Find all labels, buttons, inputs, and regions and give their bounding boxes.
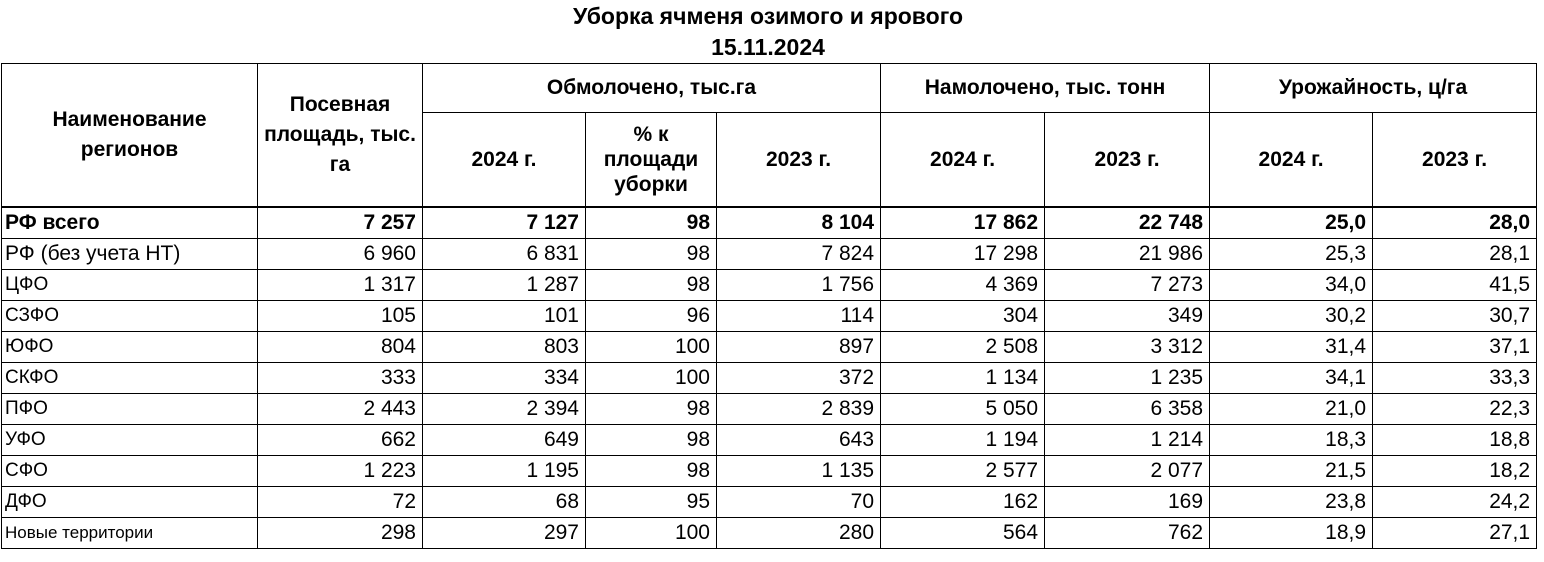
table-row [2, 332, 1537, 363]
cell-sown-area: 6 960 [258, 239, 423, 270]
header-sown-area: Посевная площадь, тыс. га [258, 64, 423, 208]
cell-threshed-pct: 98 [586, 270, 717, 301]
cell-harvested-2023: 349 [1045, 301, 1210, 332]
cell-harvested-2023: 7 273 [1045, 270, 1210, 301]
cell-threshed-2023: 280 [717, 518, 881, 549]
cell-threshed-pct: 98 [586, 425, 717, 456]
cell-harvested-2024: 564 [881, 518, 1045, 549]
table-row [2, 456, 1537, 487]
cell-region: ПФО [2, 394, 258, 425]
cell-threshed-2024: 297 [423, 518, 586, 549]
cell-region: Новые территории [2, 518, 258, 549]
cell-threshed-2023: 114 [717, 301, 881, 332]
table-row [2, 207, 1537, 239]
cell-region: РФ (без учета НТ) [2, 239, 258, 270]
cell-harvested-2024: 1 194 [881, 425, 1045, 456]
cell-harvested-2023: 762 [1045, 518, 1210, 549]
cell-sown-area: 1 317 [258, 270, 423, 301]
cell-harvested-2023: 1 214 [1045, 425, 1210, 456]
cell-threshed-pct: 96 [586, 301, 717, 332]
header-yield-2023: 2023 г. [1373, 113, 1537, 208]
header-threshed-pct: % к площади уборки [586, 113, 717, 208]
cell-yield-2023: 28,0 [1373, 207, 1537, 239]
header-region: Наименование регионов [2, 64, 258, 208]
cell-threshed-2023: 897 [717, 332, 881, 363]
cell-harvested-2024: 2 577 [881, 456, 1045, 487]
cell-yield-2023: 18,2 [1373, 456, 1537, 487]
report-title: Уборка ячменя озимого и ярового [572, 3, 964, 29]
header-harvested-2023: 2023 г. [1045, 113, 1210, 208]
cell-yield-2023: 28,1 [1373, 239, 1537, 270]
cell-harvested-2023: 21 986 [1045, 239, 1210, 270]
cell-region: УФО [2, 425, 258, 456]
cell-threshed-pct: 98 [586, 394, 717, 425]
header-harvested-2024: 2024 г. [881, 113, 1045, 208]
cell-threshed-2024: 1 287 [423, 270, 586, 301]
cell-yield-2023: 24,2 [1373, 487, 1537, 518]
cell-threshed-2024: 7 127 [423, 207, 586, 239]
cell-sown-area: 333 [258, 363, 423, 394]
harvest-table [1, 63, 1537, 549]
cell-harvested-2023: 2 077 [1045, 456, 1210, 487]
cell-threshed-2024: 68 [423, 487, 586, 518]
cell-threshed-2024: 6 831 [423, 239, 586, 270]
table-row [2, 394, 1537, 425]
cell-threshed-pct: 98 [586, 207, 717, 239]
cell-harvested-2024: 5 050 [881, 394, 1045, 425]
cell-threshed-2024: 649 [423, 425, 586, 456]
cell-sown-area: 662 [258, 425, 423, 456]
cell-threshed-pct: 100 [586, 363, 717, 394]
cell-threshed-2023: 643 [717, 425, 881, 456]
cell-sown-area: 72 [258, 487, 423, 518]
cell-threshed-2023: 70 [717, 487, 881, 518]
cell-harvested-2023: 3 312 [1045, 332, 1210, 363]
cell-region: ЮФО [2, 332, 258, 363]
cell-threshed-2024: 1 195 [423, 456, 586, 487]
table-row [2, 270, 1537, 301]
cell-threshed-2024: 2 394 [423, 394, 586, 425]
cell-yield-2024: 21,5 [1210, 456, 1373, 487]
cell-yield-2024: 34,0 [1210, 270, 1373, 301]
cell-region: СФО [2, 456, 258, 487]
cell-harvested-2023: 22 748 [1045, 207, 1210, 239]
header-threshed-2023: 2023 г. [717, 113, 881, 208]
cell-yield-2023: 18,8 [1373, 425, 1537, 456]
table-row [2, 239, 1537, 270]
cell-harvested-2024: 304 [881, 301, 1045, 332]
cell-harvested-2023: 6 358 [1045, 394, 1210, 425]
cell-threshed-pct: 95 [586, 487, 717, 518]
cell-yield-2023: 37,1 [1373, 332, 1537, 363]
cell-region: СКФО [2, 363, 258, 394]
table-row [2, 301, 1537, 332]
cell-threshed-pct: 98 [586, 239, 717, 270]
cell-threshed-2023: 8 104 [717, 207, 881, 239]
cell-threshed-pct: 98 [586, 456, 717, 487]
cell-harvested-2024: 4 369 [881, 270, 1045, 301]
cell-threshed-2023: 372 [717, 363, 881, 394]
cell-threshed-2024: 101 [423, 301, 586, 332]
cell-yield-2024: 30,2 [1210, 301, 1373, 332]
cell-harvested-2024: 1 134 [881, 363, 1045, 394]
cell-sown-area: 804 [258, 332, 423, 363]
cell-yield-2024: 18,3 [1210, 425, 1373, 456]
cell-threshed-2024: 803 [423, 332, 586, 363]
header-yield: Урожайность, ц/га [1210, 64, 1537, 113]
cell-yield-2023: 22,3 [1373, 394, 1537, 425]
cell-yield-2024: 18,9 [1210, 518, 1373, 549]
cell-threshed-2024: 334 [423, 363, 586, 394]
cell-threshed-pct: 100 [586, 518, 717, 549]
table-row [2, 425, 1537, 456]
report-date: 15.11.2024 [711, 34, 825, 60]
cell-yield-2023: 33,3 [1373, 363, 1537, 394]
cell-harvested-2024: 17 298 [881, 239, 1045, 270]
cell-harvested-2024: 2 508 [881, 332, 1045, 363]
cell-threshed-2023: 1 756 [717, 270, 881, 301]
cell-region: ЦФО [2, 270, 258, 301]
cell-sown-area: 105 [258, 301, 423, 332]
cell-threshed-2023: 1 135 [717, 456, 881, 487]
cell-sown-area: 7 257 [258, 207, 423, 239]
cell-harvested-2023: 1 235 [1045, 363, 1210, 394]
cell-region: ДФО [2, 487, 258, 518]
cell-yield-2024: 31,4 [1210, 332, 1373, 363]
table-row [2, 518, 1537, 549]
cell-yield-2024: 25,0 [1210, 207, 1373, 239]
cell-region: СЗФО [2, 301, 258, 332]
cell-sown-area: 2 443 [258, 394, 423, 425]
table-row [2, 487, 1537, 518]
cell-threshed-2023: 2 839 [717, 394, 881, 425]
cell-yield-2023: 27,1 [1373, 518, 1537, 549]
header-threshed: Обмолочено, тыс.га [423, 64, 881, 113]
cell-threshed-2023: 7 824 [717, 239, 881, 270]
cell-threshed-pct: 100 [586, 332, 717, 363]
cell-harvested-2024: 17 862 [881, 207, 1045, 239]
cell-sown-area: 1 223 [258, 456, 423, 487]
cell-harvested-2023: 169 [1045, 487, 1210, 518]
cell-yield-2023: 41,5 [1373, 270, 1537, 301]
cell-yield-2024: 34,1 [1210, 363, 1373, 394]
table-row [2, 363, 1537, 394]
table-body [2, 207, 1537, 549]
cell-region: РФ всего [2, 207, 258, 239]
cell-sown-area: 298 [258, 518, 423, 549]
cell-yield-2024: 21,0 [1210, 394, 1373, 425]
cell-yield-2023: 30,7 [1373, 301, 1537, 332]
cell-yield-2024: 23,8 [1210, 487, 1373, 518]
cell-yield-2024: 25,3 [1210, 239, 1373, 270]
header-yield-2024: 2024 г. [1210, 113, 1373, 208]
header-harvested: Намолочено, тыс. тонн [881, 64, 1210, 113]
header-threshed-2024: 2024 г. [423, 113, 586, 208]
cell-harvested-2024: 162 [881, 487, 1045, 518]
